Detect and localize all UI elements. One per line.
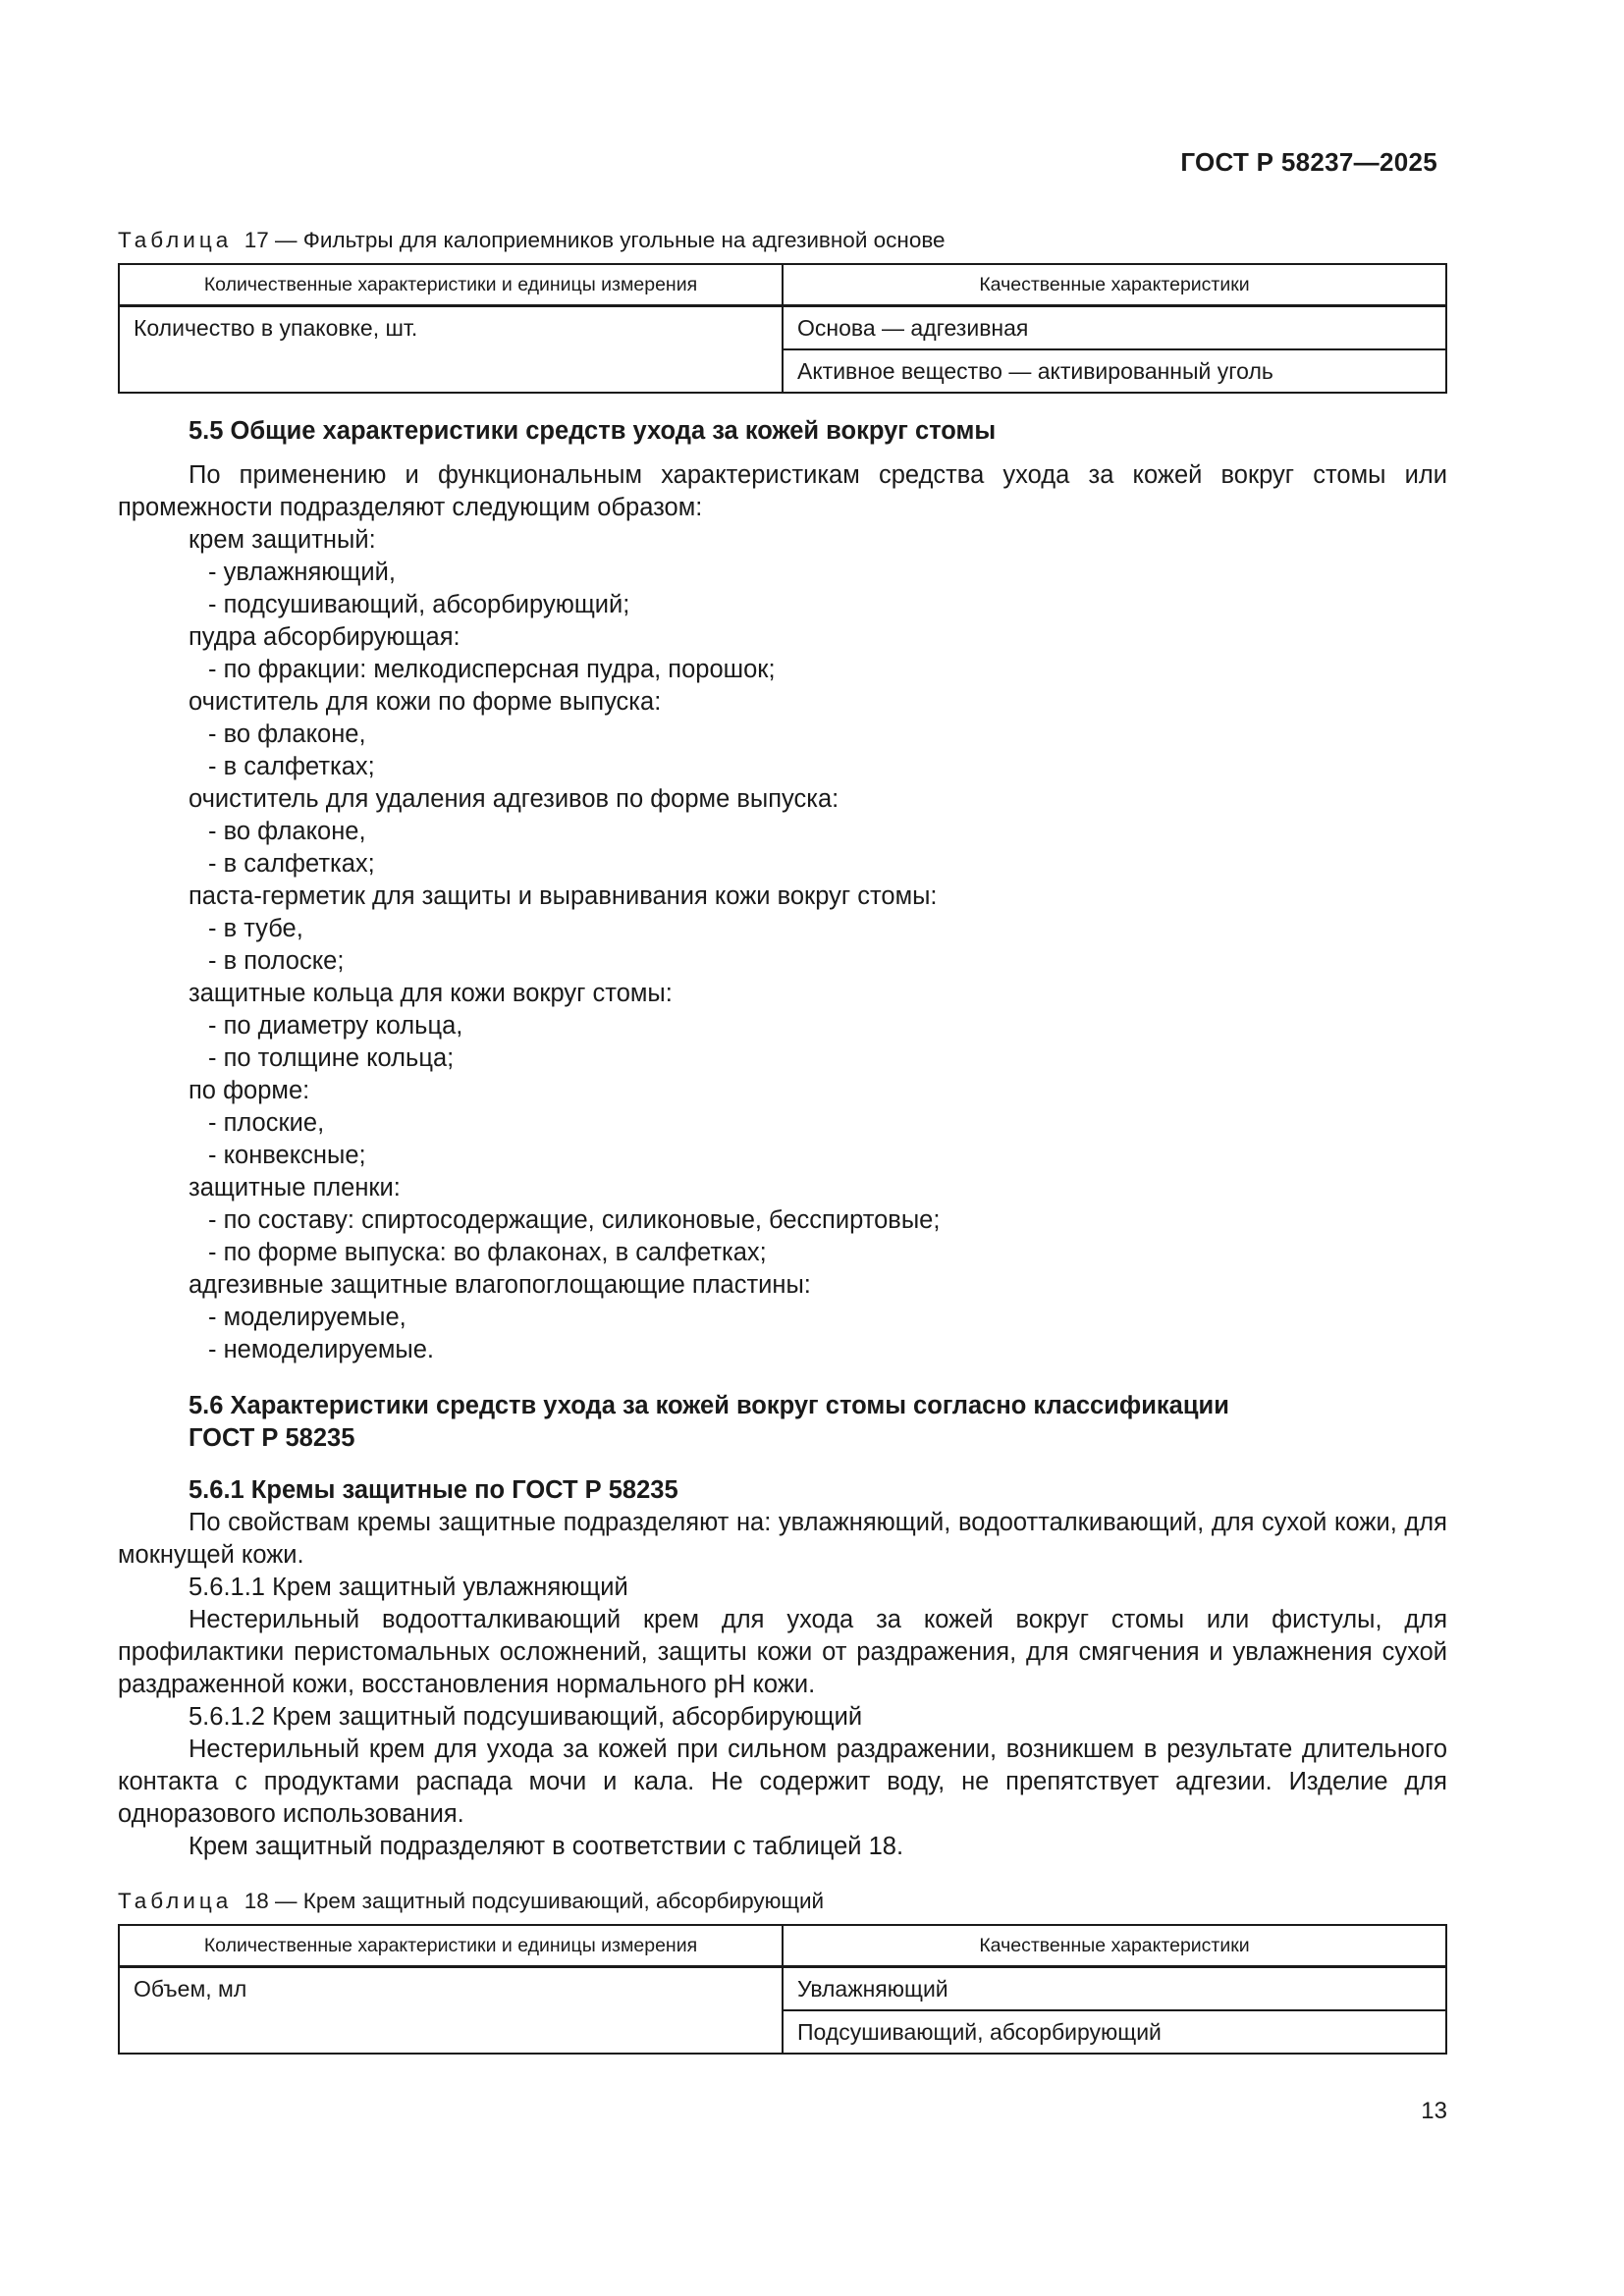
list-item-category: очиститель для кожи по форме выпуска: [189,688,662,716]
table18-qual-cell-1: Увлажняющий [783,1967,1446,2011]
table-row [119,1967,1446,2011]
table17-col-quantitative: Количественные характеристики и единицы измерения [119,264,783,306]
list-item-subitem: - подсушивающий, абсорбирующий; [208,591,630,618]
list-item-subitem: - по фракции: мелкодисперсная пудра, порошок; [208,656,776,683]
section-5-5-heading: 5.5 Общие характеристики средств ухода за кожей вокруг стомы [189,417,997,445]
table17 [118,263,1447,394]
section-5-6-1-2-ref: Крем защитный подразделяют в соответствии с таблицей 18. [189,1833,904,1860]
table17-qual-cell-1: Основа — адгезивная [783,306,1446,350]
table18-caption [118,1887,1447,1916]
list-item-subitem: - плоские, [208,1109,325,1137]
table17-quant-cell: Количество в упаковке, шт. [119,306,783,394]
list-item-category: крем защитный: [189,526,376,554]
list-item-category: защитные пленки: [189,1174,401,1201]
table17-col-qualitative: Качественные характеристики [783,264,1446,306]
table17-qual-cell-2: Активное вещество — активированный уголь [783,349,1446,393]
section-5-5-list [118,524,1447,1366]
section-5-6-1-1-title: 5.6.1.1 Крем защитный увлажняющий [189,1574,628,1601]
list-item-subitem: - во флаконе, [208,818,366,845]
table18-caption-word: Таблица [118,1889,233,1913]
list-item-subitem: - в тубе, [208,915,303,942]
section-5-6-1-heading: 5.6.1 Кремы защитные по ГОСТ Р 58235 [189,1476,678,1504]
section-5-5-intro: По применению и функциональным характеристикам средства ухода за кожей вокруг стомы или промежности подразделяют следующим образом: [118,461,1447,521]
list-item-subitem: - увлажняющий, [208,559,396,586]
table18-col-qualitative: Качественные характеристики [783,1925,1446,1967]
list-item-category: по форме: [189,1077,310,1104]
table17-caption-word: Таблица [118,228,233,252]
table18-qual-cell-2: Подсушивающий, абсорбирующий [783,2010,1446,2054]
list-item-subitem: - по составу: спиртосодержащие, силиконовые, бесспиртовые; [208,1206,941,1234]
list-item-category: очиститель для удаления адгезивов по форме выпуска: [189,785,839,813]
list-item-subitem: - в салфетках; [208,753,375,780]
list-item-subitem: - немоделируемые. [208,1336,434,1363]
section-5-6-heading-line2: ГОСТ Р 58235 [189,1424,355,1452]
section-5-6-1-1-text: Нестерильный водоотталкивающий крем для ухода за кожей вокруг стомы или фистулы, для профилактики перистомальных осложнений, защиты кожи от раздражения, для смягчения и увлажнения сухой раздраженной кожи, восстановления нормального рН кожи. [118,1606,1447,1698]
page-content [118,226,1447,2055]
list-item-category: адгезивные защитные влагопоглощающие пластины: [189,1271,811,1299]
section-5-6-heading [118,1390,1447,1455]
table-row [119,306,1446,350]
document-code: ГОСТ Р 58237—2025 [1180,147,1437,177]
table18-caption-text: 18 — Крем защитный подсушивающий, абсорбирующий [244,1889,825,1913]
list-item-subitem: - моделируемые, [208,1304,406,1331]
list-item-category: паста-герметик для защиты и выравнивания кожи вокруг стомы: [189,882,938,910]
table18-col-quantitative: Количественные характеристики и единицы измерения [119,1925,783,1967]
table17-header-row [119,264,1446,306]
list-item-subitem: - по форме выпуска: во флаконах, в салфетках; [208,1239,767,1266]
list-item-subitem: - по толщине кольца; [208,1044,455,1072]
list-item-subitem: - конвексные; [208,1142,366,1169]
page-number: 13 [1421,2098,1447,2124]
section-5-6-1-text: По свойствам кремы защитные подразделяют на: увлажняющий, водоотталкивающий, для сухой кожи, для мокнущей кожи. [118,1509,1447,1569]
list-item-category: защитные кольца для кожи вокруг стомы: [189,980,673,1007]
section-5-6-heading-line1: 5.6 Характеристики средств ухода за кожей вокруг стомы согласно классификации [189,1392,1229,1419]
list-item-subitem: - по диаметру кольца, [208,1012,463,1040]
table17-caption [118,226,1447,255]
table18-quant-cell: Объем, мл [119,1967,783,2055]
section-5-6-1-2-text: Нестерильный крем для ухода за кожей при сильном раздражении, возникшем в результате длительного контакта с продуктами распада мочи и кала. Не содержит воду, не препятствует адгезии. Изделие для одноразового использования. [118,1735,1447,1828]
table18 [118,1924,1447,2055]
table18-header-row [119,1925,1446,1967]
list-item-subitem: - во флаконе, [208,721,366,748]
section-5-6-1-2-title: 5.6.1.2 Крем защитный подсушивающий, абсорбирующий [189,1703,863,1731]
list-item-subitem: - в салфетках; [208,850,375,878]
list-item-subitem: - в полоске; [208,947,345,975]
table17-caption-text: 17 — Фильтры для калоприемников угольные на адгезивной основе [244,228,946,252]
list-item-category: пудра абсорбирующая: [189,623,460,651]
